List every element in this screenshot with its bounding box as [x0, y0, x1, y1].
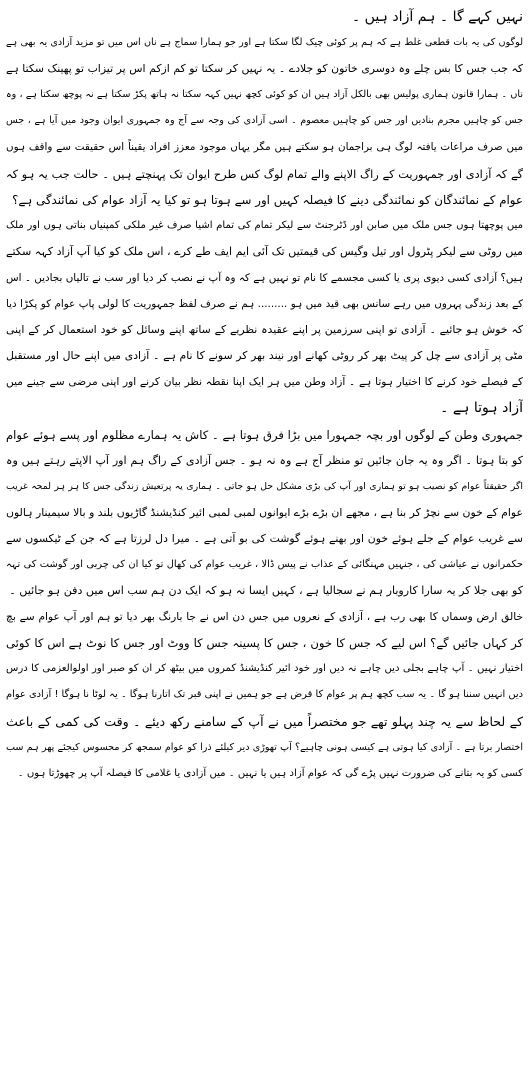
text-line: کے فیصلے خود کرنے کا اختیار ہوتا ہے ۔ آزاد وطن میں ہر ایک اپنا نقطہ نظر بیان کرنے اور اپنی مرضی سے جینے میں [6, 376, 523, 389]
paragraph-conclusion [6, 604, 523, 787]
article-body [6, 4, 523, 787]
text-line: کہ جب جس کا بس چلے وہ دوسری خاتون کو جلادے ۔ یہ نہیں کر سکتا تو کم ازکم اس پر تیزاب تو پھینک سکتا ہے [6, 62, 523, 76]
text-line: اختصار برتا ہے ۔ آزادی کیا ہوتی ہے کیسی ہونی چاہیے؟ آپ تھوڑی دیر کیلئے ذرا کو عوام سمجھ کر محسوس کیجئے پھر ہم سب [6, 741, 523, 753]
text-line: میں پوچھتا ہوں جس ملک میں صابن اور ڈٹرجنٹ سے لیکر تمام کی تمام اشیا صرف غیر ملکی کمپنیاں بناتی ہوں اور ملک [6, 219, 523, 231]
text-line: دیں انہیں سننا ہو گا ۔ یہ سب کچھ ہم پر عوام کا قرض ہے جو ہمیں نے اپنی قبر تک اتارنا ہوگا ۔ یہ لوٹا نا ہوگا ! آزادی عوام [6, 689, 523, 701]
text-line: عوام کے خون سے نچڑ کر بنا ہے ، مجھے ان بڑے بڑے ایوانوں لمبی لمبی ائیر کنڈیشنڈ گاڑیوں بلند و بالا سیمینار ہالوں [6, 505, 523, 519]
text-line: مٹی پر آزادی سے چل کر پیٹ بھر کر روٹی کھانے اور نیند بھر کر سونے کا نام ہے ۔ آزادی میں اپنے حال اور مستقبل [6, 349, 523, 363]
text-line: اگر حقیقتاً عوام کو نصیب ہو تو ہماری اور آپ کی بڑی مشکل حل ہو جاتی ۔ ہماری یہ پرتعیش زندگی جس کا ہر ہر لمحہ غریب [6, 480, 523, 492]
text-line: کہ خوش ہو جائیے ۔ آزادی تو اپنی سرزمین پر اپنے عقیدہ نظریے کے ساتھ اپنے وسائل کو خود استعمال کر کے اپنی [6, 323, 523, 337]
text-line: آزاد ہوتا ہے ۔ [440, 400, 523, 417]
paragraph-intro [6, 4, 523, 30]
text-line: کو بتا ہوتا ۔ اگر وہ یہ جان جائیں تو منظر آج ہے وہ نہ ہو ۔ جس آزادی کے راگ ہم اور آپ الاپتے رہتے ہیں وہ [6, 453, 523, 467]
text-line: کر کہاں جائیں گے؟ اس لیے کہ جس کا خون ، جس کا پسینہ جس کا ووٹ اور جس کا نوٹ ہے اس کا کوئی [6, 636, 523, 651]
text-line: جس کو چاہیں مجرم بنادیں اور جس کو چاہیں معصوم ۔ اسی آزادی کی وجہ سے آج وہ جمہوری ایوان وجود میں آیا ہے ، جس [6, 115, 523, 127]
text-line: خالق ارض وسماں کا بھی رب ہے ، آزادی کے نعروں میں جس دن اس نے جا بارنگ بھر دیا تو ہم اور آپ عوام سے بچ [6, 611, 523, 624]
paragraph-democratic-nation [6, 422, 523, 605]
text-line: کے بعد زندگی پہروں میں رہے سانس بھی قید میں ہو ......... ہم نے صرف لفظ جمہوریت کا لولی پاپ عوام کو پکڑا دیا [6, 298, 523, 311]
text-line: جمہوری وطن کے لوگوں اور بچہ جمہورا میں بڑا فرق ہوتا ہے ۔ کاش یہ ہمارے مظلوم اور پسے ہوئے عوام [6, 427, 523, 442]
text-line: ناں ۔ ہمارا قانون ہماری پولیس بھی بالکل آزاد ہیں ان کو کوئی کچھ نہیں کہہ سکتا نہ ہاتھ پکڑ سکتا ہے نہ پوچھ سکتا ہے ، وہ [6, 89, 523, 101]
text-line: میں صرف مراعات یافتہ لوگ ہی براجمان ہو سکتے ہیں مگر یہاں موجود معزز افراد یقیناً اس حقیقت سے واقف ہوں [6, 141, 523, 154]
paragraph-economic-freedom [6, 213, 523, 422]
text-line: لوگوں کی یہ بات قطعی غلط ہے کہ ہم پر کوئی چیک لگا سکتا ہے اور جو ہمارا سماج ہے ناں اس میں تو مزید آزادی یہ بھی ہے [6, 37, 523, 49]
text-line: نہیں کہے گا ۔ ہم آزاد ہیں ۔ [351, 9, 523, 25]
text-line: سے غریب عوام کے جلے ہوئے خون اور بھنے ہوئے گوشت کی بو آتی ہے ۔ میرا دل لرزتا ہے کہ جن کے ٹیکسوں سے [6, 531, 523, 545]
text-line: گے کہ آزادی اور جمہوریت کے راگ الاپنے والے تمام لوگ کس طرح ایوان تک پہنچتے ہیں ۔ حالت جب یہ ہو کہ [6, 166, 523, 181]
text-line: عوام کے نمائندگان کو نمائندگی دینے کا فیصلہ کہیں اور سے ہوتا ہو تو کیا یہ آزاد عوام کی نمائندگی ہے؟ [12, 192, 523, 207]
text-line: حکمرانوں نے عیاشی کی ، جنہیں مہنگائی کے عذاب نے پیس ڈالا ، غریب عوام کی کھال تو کیا ان کی چربی اور گوشت کی تہہ [6, 558, 523, 570]
paragraph-freedom-society [6, 30, 523, 213]
text-line: اختیار نہیں ۔ آپ چاہے بجلی دیں چاہے نہ دیں اور خود ائیر کنڈیشنڈ کمروں میں بیٹھ کر ان کو صبر اور اولوالعزمی کا درس [6, 663, 523, 675]
text-line: کسی کو یہ بتانے کی ضرورت نہیں پڑے گی کہ عوام آزاد ہیں یا نہیں ۔ میں آزادی یا غلامی کا فیصلہ آپ پر چھوڑتا ہوں ۔ [17, 767, 523, 779]
text-line: کے لحاظ سے یہ چند پہلو تھے جو مختصراً میں نے آپ کے سامنے رکھ دیئے ۔ وقت کی کمی کے باعث [6, 713, 523, 729]
text-line: میں روٹی سے لیکر پٹرول اور تیل وگیس کی قیمتیں تک آئی ایم ایف طے کرے ، اس ملک کو کیا آپ آزاد کہہ سکتے [6, 244, 523, 258]
text-line: کو بھی جلا کر یہ سارا کاروبار ہم نے سجالیا ہے ، کہیں ایسا نہ ہو کہ ایک دن ہم سب اس میں دفن ہو جائیں ۔ [9, 584, 523, 598]
text-line: ہیں؟ آزادی کسی دیوی پری یا کسی مجسمے کا نام تو نہیں ہے کہ وہ آپ نے نصب کر دیا اور سب نے تالیاں بجادیں ۔ اس [6, 271, 523, 284]
